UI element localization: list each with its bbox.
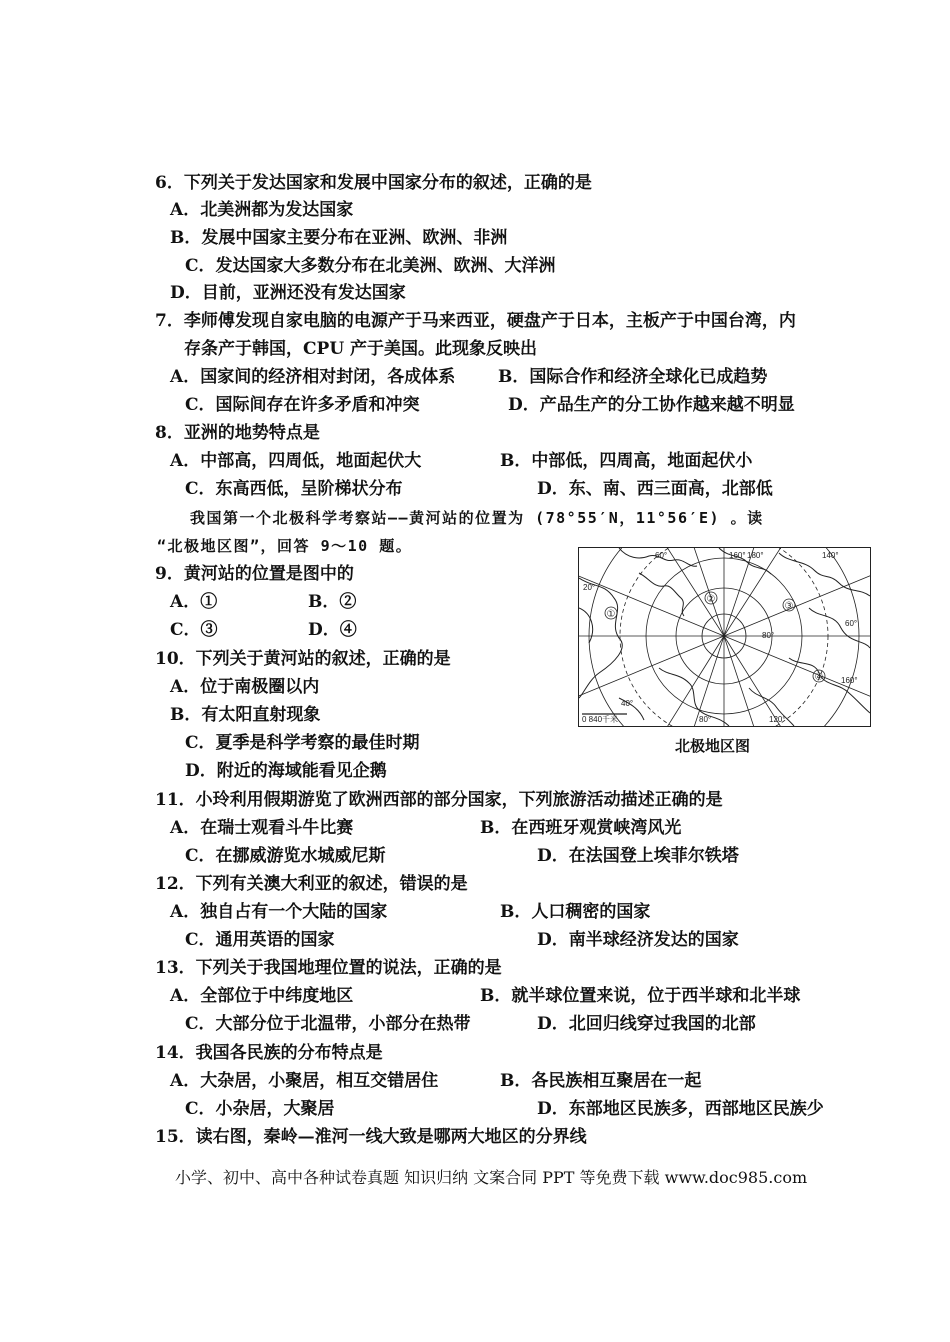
map-scale-label: 0 840千米 xyxy=(582,715,619,724)
label-lon-180: 180° xyxy=(747,551,764,560)
q6-option-a: A．北美洲都为发达国家 xyxy=(170,200,354,220)
q14-stem: 14．我国各民族的分布特点是 xyxy=(155,1043,383,1063)
label-lon-120: 120° xyxy=(769,715,786,724)
q12-stem: 12．下列有关澳大利亚的叙述，错误的是 xyxy=(155,874,468,894)
marker-3: ③ xyxy=(784,601,794,612)
q9-stem: 9．黄河站的位置是图中的 xyxy=(155,564,354,584)
marker-4: ④ xyxy=(814,672,824,683)
q7-option-d: D．产品生产的分工协作越来越不明显 xyxy=(508,395,795,415)
label-lon-40: 40° xyxy=(621,699,634,708)
q12-option-c: C．通用英语的国家 xyxy=(185,930,335,950)
q7-option-a: A．国家间的经济相对封闭，各成体系 xyxy=(170,367,456,387)
q6-stem: 6．下列关于发达国家和发展中国家分布的叙述，正确的是 xyxy=(155,173,592,193)
q8-option-d: D．东、南、西三面高，北部低 xyxy=(537,479,773,499)
q12-option-a: A．独自占有一个大陆的国家 xyxy=(170,902,388,922)
label-lon-160e: 160° xyxy=(729,551,746,560)
q11-stem: 11．小玲利用假期游览了欧洲西部的部分国家，下列旅游活动描述正确的是 xyxy=(155,790,723,810)
q8-stem: 8．亚洲的地势特点是 xyxy=(155,423,320,443)
q9-option-d: D．④ xyxy=(308,620,357,640)
q13-option-b: B．就半球位置来说，位于西半球和北半球 xyxy=(480,986,801,1006)
footer-ad: 小学、初中、高中各种试卷真题 知识归纳 文案合同 PPT 等免费下载 www.doc985.com xyxy=(175,1168,808,1187)
q11-option-c: C．在挪威游览水城威尼斯 xyxy=(185,846,386,866)
q14-option-a: A．大杂居，小聚居，相互交错居住 xyxy=(170,1071,439,1091)
q7-stem-line2: 存条产于韩国，CPU 产于美国。此现象反映出 xyxy=(184,339,538,359)
q14-option-b: B．各民族相互聚居在一起 xyxy=(500,1071,702,1091)
passage-line2: “北极地区图”，回答 9～10 题。 xyxy=(157,537,413,555)
q9-option-c: C．③ xyxy=(170,620,218,640)
q12-option-d: D．南半球经济发达的国家 xyxy=(537,930,739,950)
q10-option-b: B．有太阳直射现象 xyxy=(170,705,321,725)
q9-option-a: A．① xyxy=(170,592,218,612)
q12-option-b: B．人口稠密的国家 xyxy=(500,902,651,922)
label-lon-60: 60° xyxy=(655,551,668,560)
q11-option-a: A．在瑞士观看斗牛比赛 xyxy=(170,818,354,838)
label-lon-160w: 160° xyxy=(841,676,858,685)
label-lon-80: 80° xyxy=(699,715,712,724)
q7-stem-line1: 7．李师傅发现自家电脑的电源产于马来西亚，硬盘产于日本，主板产于中国台湾，内 xyxy=(155,311,796,331)
q7-option-b: B．国际合作和经济全球化已成趋势 xyxy=(498,367,768,387)
q14-option-c: C．小杂居，大聚居 xyxy=(185,1099,335,1119)
q6-option-d: D．目前，亚洲还没有发达国家 xyxy=(170,283,406,303)
label-lat-80: 80° xyxy=(762,631,775,640)
q6-option-c: C．发达国家大多数分布在北美洲、欧洲、大洋洲 xyxy=(185,256,556,276)
label-lon-140: 140° xyxy=(822,551,839,560)
q8-option-a: A．中部高，四周低，地面起伏大 xyxy=(170,451,422,471)
passage-line1: 我国第一个北极科学考察站——黄河站的位置为 (78°55′N，11°56′E) 。读 xyxy=(190,509,764,527)
q10-stem: 10．下列关于黄河站的叙述，正确的是 xyxy=(155,649,451,669)
q13-option-c: C．大部分位于北温带，小部分在热带 xyxy=(185,1014,471,1034)
q11-option-d: D．在法国登上埃菲尔铁塔 xyxy=(537,846,739,866)
q14-option-d: D．东部地区民族多，西部地区民族少 xyxy=(537,1099,824,1119)
marker-1: ① xyxy=(606,609,616,620)
q10-option-c: C．夏季是科学考察的最佳时期 xyxy=(185,733,420,753)
arctic-map-graphic xyxy=(579,548,870,726)
q8-option-b: B．中部低，四周高，地面起伏小 xyxy=(500,451,753,471)
q11-option-b: B．在西班牙观赏峡湾风光 xyxy=(480,818,682,838)
q15-stem: 15．读右图，秦岭—淮河一线大致是哪两大地区的分界线 xyxy=(155,1127,587,1147)
q10-option-d: D．附近的海域能看见企鹅 xyxy=(185,761,387,781)
q10-option-a: A．位于南极圈以内 xyxy=(170,677,320,697)
q13-stem: 13．下列关于我国地理位置的说法，正确的是 xyxy=(155,958,502,978)
q6-option-b: B．发展中国家主要分布在亚洲、欧洲、非洲 xyxy=(170,228,508,248)
q7-option-c: C．国际间存在许多矛盾和冲突 xyxy=(185,395,420,415)
arctic-map xyxy=(578,547,871,727)
label-lat-60: 60° xyxy=(845,619,858,628)
q8-option-c: C．东高西低，呈阶梯状分布 xyxy=(185,479,403,499)
q13-option-d: D．北回归线穿过我国的北部 xyxy=(537,1014,756,1034)
map-caption: 北极地区图 xyxy=(675,737,751,755)
label-lon-20: 20° xyxy=(583,583,596,592)
q13-option-a: A．全部位于中纬度地区 xyxy=(170,986,354,1006)
q9-option-b: B．② xyxy=(308,592,357,612)
marker-2: ② xyxy=(706,594,716,605)
